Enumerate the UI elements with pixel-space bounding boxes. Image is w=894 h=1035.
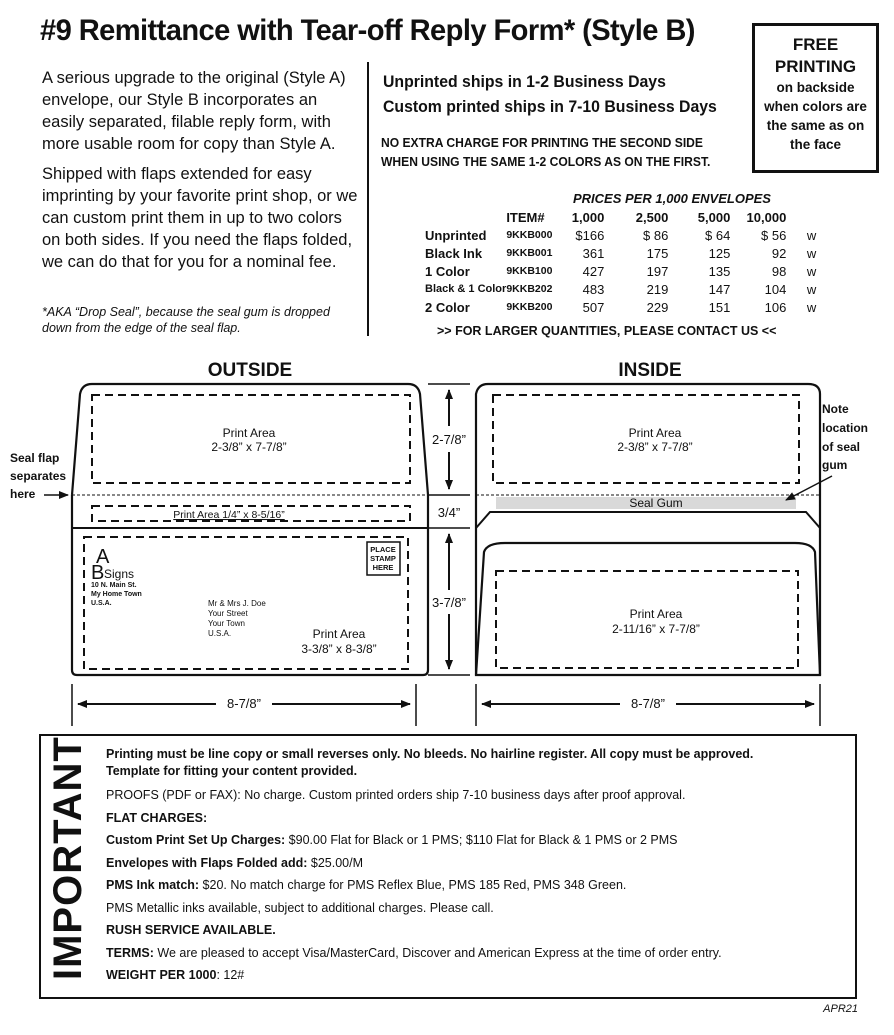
price-cell: 229 xyxy=(646,299,669,315)
folded-flaps-line xyxy=(106,855,846,872)
page-title: #9 Remittance with Tear-off Reply Form* (Style B) xyxy=(40,14,695,47)
header-cell: 5,000 xyxy=(697,209,731,225)
proofs-line xyxy=(106,787,846,804)
free-detail: the face xyxy=(789,137,842,152)
logo-word: Signs xyxy=(104,567,135,581)
outside-top-area-size: 2-3/8” x 7-7/8” xyxy=(211,440,287,454)
proofs-text: (PDF or FAX): No charge. Custom printed orders ship 7-10 business days after proof approval. xyxy=(158,788,686,802)
price-cell: 147 xyxy=(708,281,731,297)
width-label-inside: 8-7/8” xyxy=(631,696,665,711)
flat-charges-label: FLAT CHARGES: xyxy=(106,810,208,825)
seal-flap-note: separates xyxy=(10,469,67,483)
shipping-custom: Custom printed ships in 7-10 Business Days xyxy=(383,97,717,116)
seal-gum-arrow xyxy=(786,476,832,500)
price-cell: 98 xyxy=(771,263,787,279)
stamp-label: STAMP xyxy=(370,554,396,563)
price-cell: 104 xyxy=(764,281,787,297)
seal-gum-label: Seal Gum xyxy=(629,496,683,510)
inside-bottom-area-size: 2-11/16” x 7-7/8” xyxy=(612,622,700,636)
dimension-body: 3-7/8” xyxy=(432,595,466,610)
envelope-diagram xyxy=(0,355,894,730)
logo-letter-b: B xyxy=(91,562,105,584)
prices-title: PRICES PER 1,000 ENVELOPES xyxy=(573,191,771,206)
table-row xyxy=(425,262,816,280)
header-cell: 2,500 xyxy=(635,209,669,225)
price-cell: 106 xyxy=(764,299,787,315)
important-heading: IMPORTANT xyxy=(46,736,90,980)
price-cell: 507 xyxy=(582,299,605,315)
terms-text: We are pleased to accept Visa/MasterCard, Discover and American Express at the time of order entry. xyxy=(153,945,722,960)
copy-requirement-line: Printing must be line copy or small reverses only. No bleeds. No hairline register. All copy must be approved. xyxy=(106,747,754,761)
terms-label: TERMS: xyxy=(106,945,154,960)
column-divider xyxy=(367,62,369,336)
stamp-label: PLACE xyxy=(370,545,396,554)
price-cell: 427 xyxy=(582,263,605,279)
contact-note: >> FOR LARGER QUANTITIES, PLEASE CONTACT US << xyxy=(437,324,777,338)
seal-gum-note: gum xyxy=(822,458,848,472)
outside-top-area-label: Print Area xyxy=(222,426,276,440)
item-number: 9KKB100 xyxy=(506,265,553,277)
return-address-line: 10 N. Main St. xyxy=(91,582,137,589)
logo-letter-a: A xyxy=(96,546,110,568)
recipient-line: U.S.A. xyxy=(208,629,232,638)
recipient-line: Mr & Mrs J. Doe xyxy=(208,599,266,608)
terms-line xyxy=(106,945,846,962)
weight-label: WEIGHT PER 1000 xyxy=(106,968,217,982)
item-number: 9KKB200 xyxy=(506,301,553,313)
item-number: 9KKB001 xyxy=(506,247,553,259)
flat-charges-line xyxy=(106,810,846,827)
price-cell: 197 xyxy=(646,263,669,279)
weight-flag: w xyxy=(806,299,817,315)
return-address-line: U.S.A. xyxy=(91,600,112,607)
header-cell: ITEM# xyxy=(506,209,545,225)
description-paragraph-1: A serious upgrade to the original (Style A) envelope, our Style B incorporates an easily separated, filable reply form, with more usable room for copy than Style A. xyxy=(42,69,346,153)
item-number: 9KKB000 xyxy=(506,229,553,241)
row-label: 2 Color xyxy=(425,299,470,315)
setup-charges-label: Custom Print Set Up Charges: xyxy=(106,833,286,847)
height-dimensions xyxy=(428,384,470,675)
revision-code: APR21 xyxy=(823,1003,858,1015)
inside-heading: INSIDE xyxy=(618,360,682,381)
row-label: Unprinted xyxy=(425,227,487,243)
seal-gum-note: Note xyxy=(822,402,849,416)
row-label: Black & 1 Color xyxy=(425,283,507,295)
header-cell: 1,000 xyxy=(571,209,605,225)
rush-line xyxy=(106,922,846,939)
folded-flaps-text: $25.00/M xyxy=(307,855,364,870)
inside-top-area-label: Print Area xyxy=(628,426,682,440)
copy-requirements xyxy=(106,746,846,780)
pms-match-line xyxy=(106,877,846,894)
recipient-line: Your Street xyxy=(208,609,248,618)
copy-requirement-line: Template for fitting your content provided. xyxy=(106,764,358,778)
description-paragraph-2: Shipped with flaps extended for easy imprinting by your favorite print shop, or we can custom print them in up to two colors on both sides. If you need the flaps folded, we can do that for you for a nominal fee. xyxy=(42,165,358,271)
weight-text: : 12# xyxy=(216,968,245,982)
row-label: Black Ink xyxy=(425,245,483,261)
price-cell: $166 xyxy=(575,227,605,243)
price-cell: 175 xyxy=(646,245,669,261)
outside-main-area-label: Print Area xyxy=(312,627,366,641)
signs-logo xyxy=(91,546,134,584)
stamp-label: HERE xyxy=(372,563,394,572)
price-cell: 219 xyxy=(646,281,669,297)
rush-label: RUSH SERVICE AVAILABLE. xyxy=(106,923,276,937)
table-row xyxy=(425,280,816,298)
seal-gum-note: location xyxy=(822,421,869,435)
dimension-strip: 3/4” xyxy=(437,505,461,520)
pms-match-label: PMS Ink match: xyxy=(106,878,200,892)
price-cell: 483 xyxy=(582,281,605,297)
important-details xyxy=(106,746,846,990)
metallic-line: PMS Metallic inks available, subject to additional charges. Please call. xyxy=(106,900,494,915)
shipping-unprinted: Unprinted ships in 1-2 Business Days xyxy=(383,72,666,91)
width-dimensions xyxy=(72,684,820,726)
header-cell: 10,000 xyxy=(746,209,787,225)
price-cell: 361 xyxy=(582,245,605,261)
weight-flag: w xyxy=(806,245,817,261)
price-cell: 135 xyxy=(708,263,731,279)
return-address-line: My Home Town xyxy=(91,591,142,598)
inside-top-area-size: 2-3/8” x 7-7/8” xyxy=(617,440,693,454)
no-charge-line: NO EXTRA CHARGE FOR PRINTING THE SECOND SIDE xyxy=(381,135,703,150)
seal-flap-note: Seal flap xyxy=(10,451,60,465)
free-printing-box xyxy=(752,23,879,173)
table-row xyxy=(425,244,816,262)
free-detail: on backside xyxy=(776,80,855,95)
inside-bottom-area-label: Print Area xyxy=(629,607,683,621)
recipient-line: Your Town xyxy=(208,619,245,628)
outside-main-area-size: 3-3/8” x 8-3/8” xyxy=(301,642,377,656)
outside-strip-area-label: Print Area 1/4” x 8-5/16” xyxy=(173,509,285,521)
table-row xyxy=(425,226,816,244)
free-line: FREE xyxy=(792,35,839,54)
outside-heading: OUTSIDE xyxy=(207,360,293,381)
weight-flag: w xyxy=(806,227,817,243)
width-label-outside: 8-7/8” xyxy=(227,696,261,711)
seal-gum-note: of seal xyxy=(822,440,861,454)
item-number: 9KKB202 xyxy=(506,283,553,295)
price-cell: 151 xyxy=(708,299,731,315)
free-detail: when colors are xyxy=(764,99,867,114)
header-cell xyxy=(425,208,506,226)
weight-flag: w xyxy=(806,281,817,297)
free-detail: the same as on xyxy=(766,118,865,133)
row-label: 1 Color xyxy=(425,263,470,279)
setup-charges-line xyxy=(106,832,846,849)
proofs-label: PROOFS xyxy=(106,788,159,802)
no-charge-line: WHEN USING THE SAME 1-2 COLORS AS ON THE FIRST. xyxy=(381,154,711,169)
price-cell: $ 64 xyxy=(705,227,731,243)
drop-seal-note: *AKA “Drop Seal”, because the seal gum is dropped down from the edge of the seal flap. xyxy=(42,305,330,335)
price-table-header xyxy=(425,208,816,226)
price-table xyxy=(425,208,816,316)
weight-flag: w xyxy=(806,263,817,279)
price-cell: 125 xyxy=(708,245,731,261)
no-extra-charge xyxy=(381,133,710,171)
dimension-top-flap: 2-7/8” xyxy=(432,432,466,447)
pms-match-text: $20. No match charge for PMS Reflex Blue, PMS 185 Red, PMS 348 Green. xyxy=(199,878,627,892)
price-cell: 92 xyxy=(771,245,787,261)
seal-flap-note: here xyxy=(10,487,36,501)
folded-flaps-label: Envelopes with Flaps Folded add: xyxy=(106,855,308,870)
header-cell xyxy=(786,208,816,226)
price-cell: $ 86 xyxy=(643,227,669,243)
printing-line: PRINTING xyxy=(774,57,857,76)
price-cell: $ 56 xyxy=(761,227,787,243)
table-row xyxy=(425,298,816,316)
setup-charges-text: $90.00 Flat for Black or 1 PMS; $110 Flat for Black & 1 PMS or 2 PMS xyxy=(285,833,678,847)
weight-line xyxy=(106,967,846,984)
